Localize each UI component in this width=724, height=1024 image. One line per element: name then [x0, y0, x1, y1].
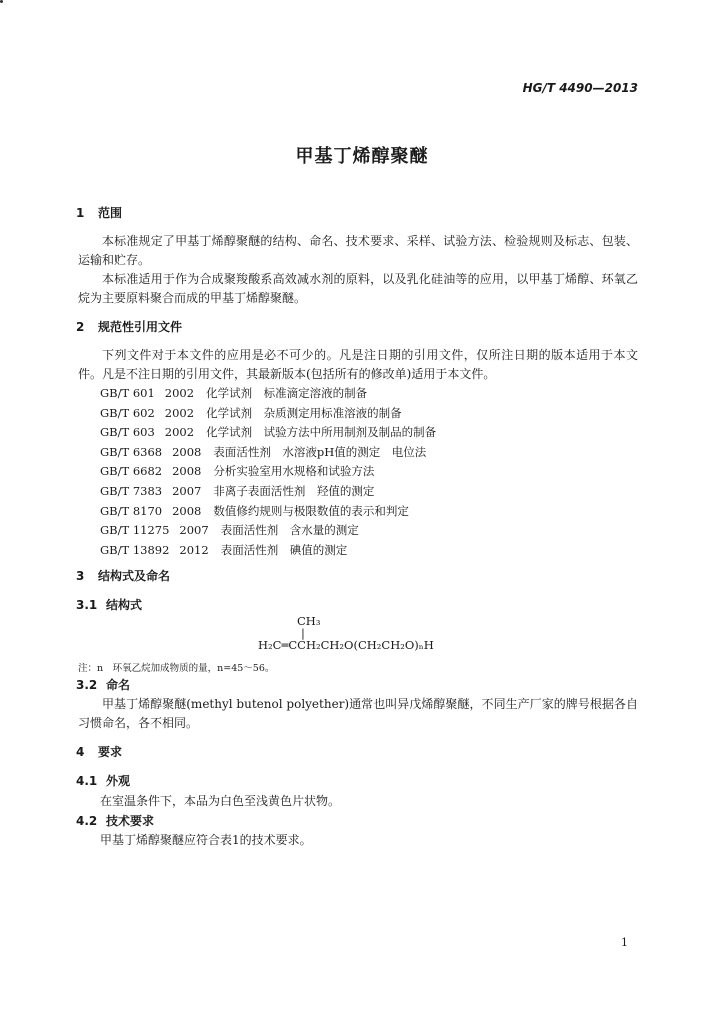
- section-4-heading: [76, 743, 122, 760]
- reference-item: [100, 463, 374, 479]
- reference-title: 分析实验室用水规格和试验方法: [213, 464, 375, 479]
- section-2-heading: [76, 318, 182, 335]
- reference-item: [100, 483, 374, 499]
- reference-year: 2007: [179, 523, 209, 538]
- reference-year: 2012: [179, 542, 209, 557]
- reference-code: GB/T 603: [100, 425, 155, 440]
- subsection-4-2-text: 甲基丁烯醇聚醚应符合表1的技术要求。: [100, 833, 312, 847]
- reference-code: GB/T 13892: [100, 542, 170, 557]
- reference-code: GB/T 11275: [100, 523, 170, 538]
- reference-item: [100, 542, 347, 558]
- subsection-4-1-heading: [76, 772, 130, 789]
- reference-year: 2008: [172, 444, 202, 459]
- reference-title: 非离子表面活性剂 羟值的测定: [213, 484, 375, 498]
- reference-item: [100, 424, 436, 440]
- subsection-3-2-heading: [76, 676, 130, 693]
- subsection-title: 命名: [106, 678, 131, 692]
- reference-code: GB/T 602: [100, 405, 155, 420]
- document-title: 甲基丁烯醇聚醚: [295, 146, 429, 167]
- reference-item: [100, 522, 359, 538]
- reference-year: 2002: [164, 386, 195, 400]
- subsection-number: 4.1: [76, 774, 98, 788]
- section-1-heading: [76, 204, 122, 221]
- section-number: 3: [76, 569, 85, 583]
- reference-code: GB/T 7383: [100, 484, 163, 498]
- reference-title: 化学试剂 试验方法中所用制剂及制品的制备: [206, 425, 437, 440]
- section-title: 结构式及命名: [98, 569, 171, 583]
- section-title: 规范性引用文件: [98, 320, 183, 334]
- subsection-4-1-text: 在室温条件下，本品为白色至浅黄色片状物。: [100, 794, 341, 808]
- reference-year: 2008: [172, 503, 202, 518]
- section-1-para-1: 本标准规定了甲基丁烯醇聚醚的结构、命名、技术要求、采样、试验方法、检验规则及标志、包装、运输和贮存。: [78, 234, 638, 267]
- subsection-4-2-heading: [76, 812, 154, 829]
- section-number: 4: [76, 745, 85, 759]
- reference-title: 表面活性剂 含水量的测定: [220, 523, 359, 538]
- subsection-number: 4.2: [76, 814, 98, 828]
- section-2-para-1: 下列文件对于本文件的应用是必不可少的。凡是注日期的引用文件，仅所注日期的版本适用于本文件。凡是不注日期的引用文件，其最新版本(包括所有的修改单)适用于本文件。: [78, 348, 638, 381]
- reference-title: 化学试剂 标准滴定溶液的制备: [206, 386, 368, 400]
- standard-code: HG/T 4490—2013: [522, 81, 638, 95]
- reference-item: [100, 503, 409, 519]
- structural-formula: H₂C═CCH₂CH₂O(CH₂CH₂O)ₙH: [258, 638, 434, 652]
- subsection-3-1-heading: [76, 596, 142, 613]
- subsection-number: 3.1: [76, 598, 98, 612]
- reference-item: [100, 444, 426, 460]
- reference-title: 表面活性剂 碘值的测定: [220, 542, 348, 557]
- reference-year: 2002: [164, 405, 195, 420]
- reference-code: GB/T 6368: [100, 444, 163, 459]
- reference-code: GB/T 601: [100, 386, 155, 400]
- section-number: 2: [76, 320, 85, 334]
- formula-note: 注：n 环氧乙烷加成物质的量，n=45～56。: [78, 663, 275, 674]
- reference-title: 化学试剂 杂质测定用标准溶液的制备: [206, 405, 402, 420]
- subsection-title: 外观: [106, 774, 131, 788]
- reference-year: 2002: [164, 425, 195, 440]
- scan-speck: [0, 0, 3, 3]
- reference-item: [100, 405, 402, 421]
- section-title: 范围: [98, 206, 123, 220]
- reference-title: 数值修约规则与极限数值的表示和判定: [213, 503, 409, 518]
- page-number: 1: [621, 936, 628, 949]
- section-1-para-2: 本标准适用于作为合成聚羧酸系高效减水剂的原料，以及乳化硅油等的应用，以甲基丁烯醇、环氧乙烷为主要原料聚合而成的甲基丁烯醇聚醚。: [78, 272, 638, 305]
- section-3-heading: [76, 567, 170, 584]
- reference-code: GB/T 6682: [100, 464, 163, 479]
- subsection-title: 技术要求: [106, 814, 155, 828]
- subsection-number: 3.2: [76, 678, 98, 692]
- reference-item: [100, 385, 367, 401]
- reference-code: GB/T 8170: [100, 503, 163, 518]
- reference-year: 2007: [172, 484, 202, 498]
- reference-title: 表面活性剂 水溶液pH值的测定 电位法: [213, 444, 427, 459]
- subsection-title: 结构式: [106, 598, 143, 612]
- formula-bond: |: [301, 626, 305, 640]
- section-number: 1: [76, 206, 85, 220]
- reference-year: 2008: [172, 464, 202, 479]
- section-title: 要求: [98, 745, 123, 759]
- formula-methyl-group: CH₃: [297, 614, 321, 628]
- subsection-3-2-para: 甲基丁烯醇聚醚(methyl butenol polyether)通常也叫异戊烯醇聚醚，不同生产厂家的牌号根据各自习惯命名，各不相同。: [78, 697, 638, 730]
